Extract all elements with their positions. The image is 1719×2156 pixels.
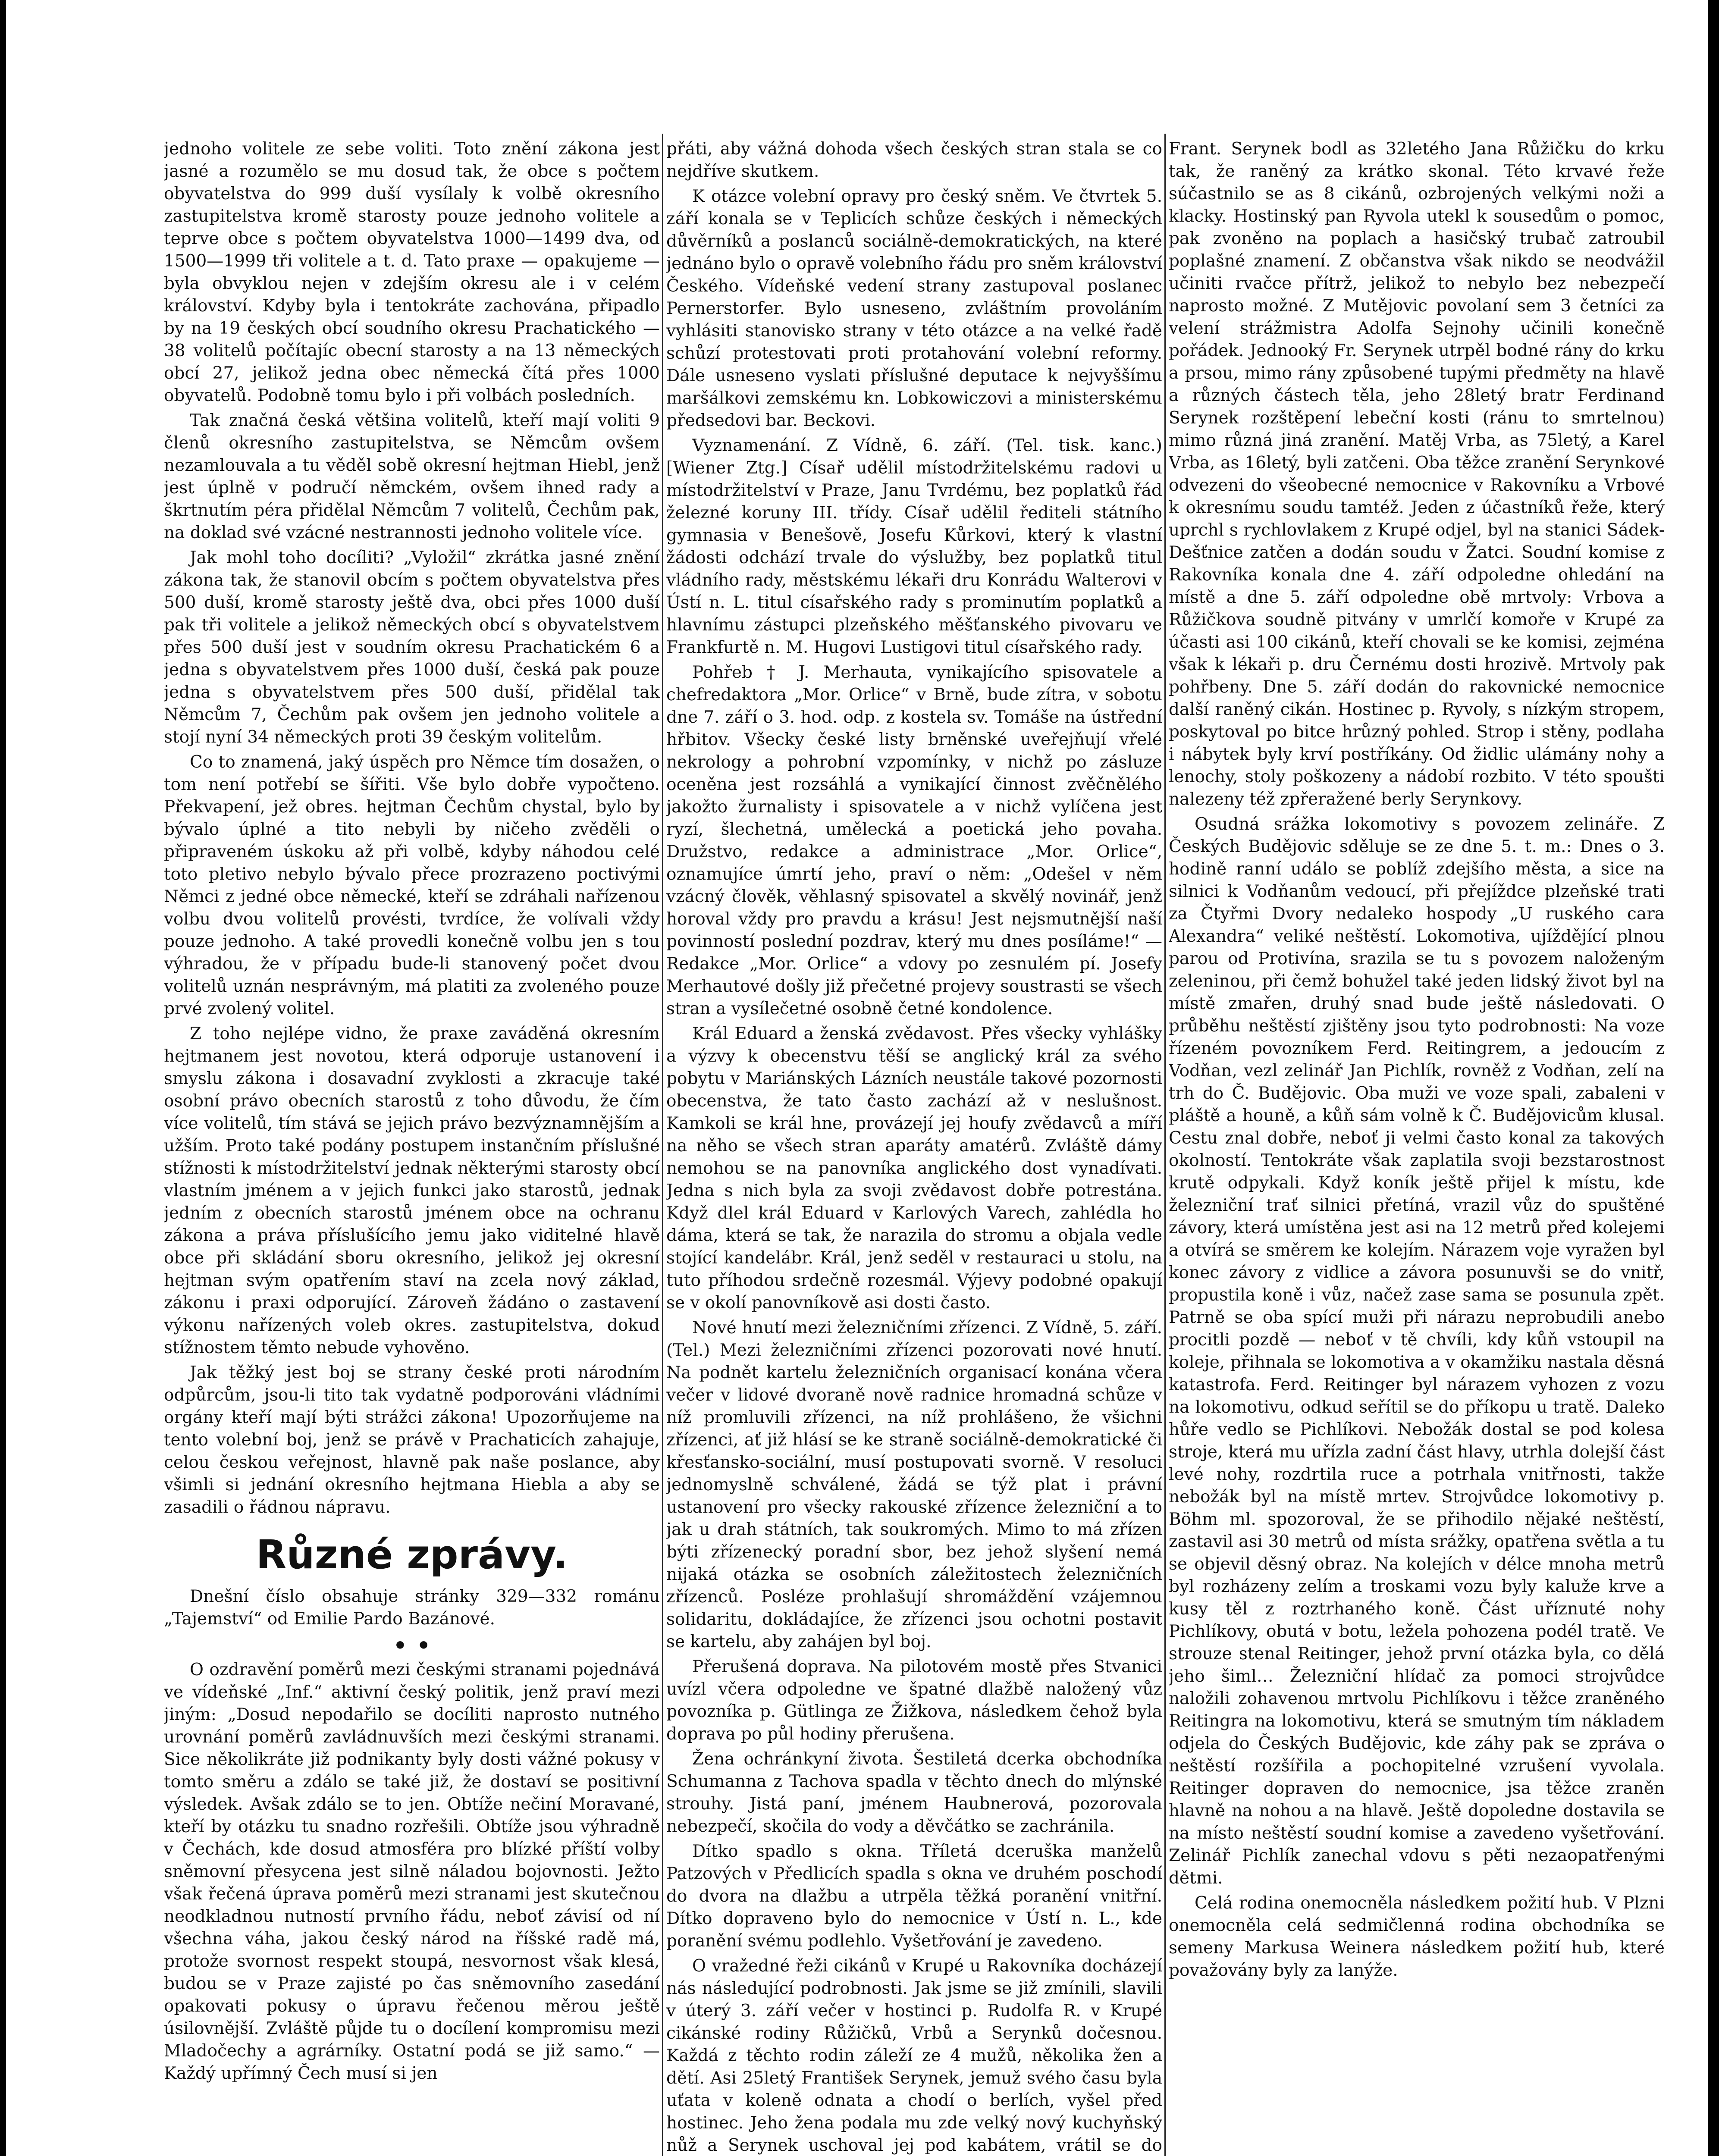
news-item: Osudná srážka lokomotivy s povozem zelináře. Z Českých Budějovic sděluje se ze dne 5. t. m.: Dnes o 3. hodině ranní událo se poblíž zdejšího města, a sice na silnici k Vodňanům vedoucí, při přejíždce plzeňské trati za Čtyřmi Dvory nedaleko hospody „U ruského cara Alexandra“ veliké neštěstí. Lokomotiva, ujíždějící plnou parou od Protivína, srazila se tu s povozem naloženým zeleninou, při čemž bohužel také jeden lidský život byl na místě zmařen, druhý snad bude ještě následovati. O průběhu neštěstí zjištěny jsou tyto podrobnosti: Na voze řízeném povozníkem Ferd. Reitingrem, a jedoucím z Vodňan, vezl zelinář Jan Pichlík, rovněž z Vodňan, zelí na trh do Č. Budějovic. Oba muži ve voze spali, zabaleni v pláště a houně, a kůň sám volně k Č. Budějovicům klusal. Cestu znal dobře, neboť ji velmi často konal za takových okolností. Tentokráte však zaplatila svoji bezstarostnost krutě odpykali. Když koník ještě přijel k místu, kde železniční trať silnici přetíná, vrazil vůz do spuštěné závory, která umístěna jest asi na 12 metrů před kolejemi a otvírá se směrem ke kolejím. Nárazem voje vyražen byl konec závory z vidlice a závora posunuvši se do vnitř, propustila koně i vůz, načež zase sama se posunula zpět. Patrně se oba spící muži při nárazu neprobudili anebo procitli pozdě — neboť v tě chvíli, kdy kůň vstoupil na koleje, přihnala se lokomotiva a v okamžiku nastala děsná katastrofa. Ferd. Reitinger byl nárazem vyhozen z vozu na lokomotivu, odkud seřítil se do příkopu u tratě. Daleko hůře vedlo se Pichlíkovi. Nebožák dostal se pod kolesa stroje, která mu uřízla zadní část hlavy, utrhla dolejší část levé nohy, rozdrtila ruce a potrhala vnitřnosti, takže nebožák byl na místě mrtev. Strojvůdce lokomotivy p. Böhm ml. spozoroval, že se přihodilo nějaké neštěstí, zastavil asi 30 metrů od místa srážky, opatřena světla a tu se objevil děsný obraz. Na kolejích v délce mnoha metrů byl rozházeny zelím a troskami vozu byly kaluže krve a kusy těl z roztrhaného koně. Část uříznuté nohy Pichlíkovy, obutá v botu, ležela pohozena podél tratě. Ve strouze stenal Reitinger, jehož první otázka byla, co dělá jeho šiml… Železniční hlídač za pomoci strojvůdce naložili zohavenou mrtvolu Pichlíkovu i těžce zraněného Reitingra na lokomotivu, která se smutným tím nákladem odjela do Českých Budějovic, kde záhy pak se zpráva o neštěstí rozšířila a pochopitelné vzrušení vyvolala. Reitinger dopraven do nemocnice, jsa těžce zraněn hlavně na nohou a na hlavě. Ještě dopoledne dostavila se na místo neštěstí soudní komise a zavedeno vyšetřování. Zelinář Pichlík zanechal vdovu s pěti nezaopatřenými dětmi.	[1169, 815, 1665, 1888]
news-item: Nové hnutí mezi železničními zřízenci. Z Vídně, 5. září. (Tel.) Mezi železničními zřízenci pozorovati nové hnutí. Na podnět kartelu železničních organisací konána včera večer v lidové dvoraně nově radnice hromadná schůze v níž promluvili zřízenci, na níž prohlášeno, že všichni zřízenci, ať již hlásí se ke straně sociálně-demokratické či křesťansko-sociální, musí postupovati svorně. V resoluci jednomyslně schválené, žádá se týž plat i právní ustanovení pro všecky rakouské zřízence železniční a to jak u drah státních, tak soukromých. Mimo to má zřízen býti zřízenecký poradní sbor, bez jehož slyšení nemá nijaká otázka se osobních záležitostech železničních zřízenců. Posléze prohlašují shromáždění vzájemnou solidaritu, dokládajíce, že zřízenci jsou ochotni postavit se kartelu, aby zahájen byl boj.	[666, 1318, 1162, 1651]
separator-dots: • •	[392, 1631, 431, 1661]
column-rule	[1164, 134, 1166, 2156]
column-1	[164, 138, 660, 2156]
article-paragraph: Jak mohl toho docíliti? „Vyložil“ zkrátka jasné znění zákona tak, že stanovil obcím s počtem obyvatelstva přes 500 duší, kromě starosty ještě dva, obci přes 1000 duší pak tři volitele a jelikož německých obcí s obyvatelstvem přes 500 duší jest v soudním okresu Prachatickém 6 a jedna s obyvatelstvem přes 1000 duší, česká pak pouze jedna s obyvatelstvem přes 500 duší, přidělal tak Němcům 7, Čechům pak ovšem jen jednoho volitele a stojí nyní 34 německých proti 39 českým volitelům.	[164, 548, 660, 747]
news-item: Celá rodina onemocněla následkem požití hub. V Plzni onemocněla celá sedmičlenná rodina obchodníka se semeny Markusa Weinera následkem požití hub, které považovány byly za lanýže.	[1169, 1893, 1665, 1980]
notice-paragraph: Dnešní číslo obsahuje stránky 329—332 románu „Tajemství“ od Emilie Pardo Bazánové.	[164, 1587, 660, 1629]
news-item: O vražedné řeži cikánů v Krupé u Rakovníka docházejí nás následující podrobnosti. Jak jsme se již zmínili, slavili v úterý 3. září večer v hostinci p. Rudolfa R. v Krupé cikánské rodiny Růžičků, Vrbů a Serynků dočesnou. Každá z těchto rodin záleží ze 4 mužů, několika žen a dětí. Asi 25letý František Serynek, jemuž svého času byla uťata v koleně odnata a chodí o berlích, vyšel před hostinec. Jeho žena podala mu zde velký nový kuchyňský nůž a Serynek uschoval jej pod kabátem, vrátil se do	[666, 1956, 1162, 2155]
news-item: Pohřeb † J. Merhauta, vynikajícího spisovatele a chefredaktora „Mor. Orlice“ v Brně, bude zítra, v sobotu dne 7. září o 3. hod. odp. z kostela sv. Tomáše na ústřední hřbitov. Všecky české listy brněnské uveřejňují vřelé nekrology a pohrobní vzpomínky, v nichž po zásluze oceněna jest rozsáhlá a vynikající činnost zvěčnělého jakožto žurnalisty i spisovatele a v nichž vylíčena jest ryzí, šlechetná, umělecká a poetická jeho povaha. Družstvo, redakce a administrace „Mor. Orlice“, oznamujíce úmrtí jeho, praví o něm: „Odešel v něm vzácný člověk, věhlasný spisovatel a skvělý novinář, jenž horoval vždy pro pravdu a krásu! Jest nejsmutnější naší povinností poslední pozdrav, který mu dnes posíláme!“ — Redakce „Mor. Orlice“ a vdovy po zesnulém pí. Josefy Merhautové došly již přečetné projevy soustrasti se všech stran a vysílečetné osobně četné kondolence.	[666, 663, 1162, 1018]
news-item: Žena ochránkyní života. Šestiletá dcerka obchodníka Schumanna z Tachova spadla v těchto dnech do mlýnské strouhy. Jistá paní, jménem Haubnerová, pozorovala nebezpečí, skočila do vody a děvčátko se zachránila.	[666, 1749, 1162, 1836]
news-item: Vyznamenání. Z Vídně, 6. září. (Tel. tisk. kanc.) [Wiener Ztg.] Císař udělil místodržitelskému radovi u místodržitelství v Praze, Janu Tvrdému, bez poplatků řád železné koruny III. třídy. Císař udělil řediteli státního gymnasia v Benešově, Josefu Kůrkovi, který k vlastní žádosti odchází trvale do výslužby, bez poplatků titul vládního rady, městskému lékaři dru Konrádu Walterovi v Ústí n. L. titul císařského rady s prominutím poplatků a hlavnímu zástupci plzeňského měšťanského pivovaru ve Frankfurtě n. M. Hugovi Lustigovi titul císařského rady.	[666, 436, 1162, 657]
column-3	[1169, 138, 1665, 2156]
article-paragraph: Z toho nejlépe vidno, že praxe zaváděná okresním hejtmanem jest novotou, která odporuje ustanovení i smyslu zákona i dosavadní zvyklosti a zkracuje také osobní právo obecních starostů z toho důvodu, že čím více volitelů, tím stává se jejich právo bezvýznamnějším a užším. Proto také podány postupem instančním příslušné stížnosti k místodržitelství jednak některými starosty obcí vlastním jménem a v jejich funkci jako starostů, jednak jedním z obecních starostů jménem obce na ochranu zákona a práva příslušícího jemu jako viditelné hlavě obce při skládání sboru okresního, jelikož jej okresní hejtman svým opatřením staví na zcela nový základ, zákonu i praxi odporující. Zároveň žádáno o zastavení výkonu nařízených voleb okres. zastupitelstva, dokud stížnostem těmto nebude vyhověno.	[164, 1024, 660, 1357]
article-paragraph: jednoho volitele ze sebe voliti. Toto znění zákona jest jasné a rozumělo se mu dosud tak, že obce s počtem obyvatelstva do 999 duší vysílaly k volbě okresního zastupitelstva kromě starosty pouze jednoho volitele a teprve obce s počtem obyvatelstva 1000—1499 dva, od 1500—1999 tři volitele a t. d. Tato praxe — opakujeme — byla obvyklou nejen v zdejším okresu ale i v celém království. Kdyby byla i tentokráte zachována, připadlo by na 19 českých obcí soudního okresu Prachatického — 38 volitelů počítajíc obecní starosty a na 13 německých obcí 27, jelikož jedna obec německá čítá přes 1000 obyvatelů. Podobně tomu bylo i při volbách posledních.	[164, 139, 660, 405]
article-paragraph: Tak značná česká většina volitelů, kteří mají voliti 9 členů okresního zastupitelstva, se Němcům ovšem nezamlouvala a tu věděl sobě okresní hejtman Hiebl, jenž jest úplně v područí němckém, ovšem ihned rady a škrtnutím péra přidělal Němcům 7 volitelů, Čechům pak, na doklad své vzácné nestrannosti jednoho volitele více.	[164, 411, 660, 542]
page-left-edge	[0, 0, 6, 2156]
column-rule	[662, 134, 663, 2156]
article-paragraph: O ozdravění poměrů mezi českými stranami pojednává ve vídeňské „Inf.“ aktivní český politik, jenž praví mezi jiným: „Dosud nepodařilo se docíliti naprosto nutného urovnání poměrů zavládnuvších mezi českými stranami. Sice několikráte již podnikanty byly dosti vážné pokusy v tomto směru a zdálo se také již, že dostaví se positivní výsledek. Avšak zdálo se to jen. Obtíže nečiní Moravané, kteří by otázku tu snadno rozřešili. Obtíže jsou výhradně v Čechách, kde dosud atmosféra pro blízké příští volby sněmovní přesycena jest silně náladou bojovnosti. Ježto však řečená úprava poměrů mezi stranami jest skutečnou neodkladnou nutností prvního řádu, neboť závisí od ní všechna váha, jakou český národ na říšské radě má, protože svornost respekt stoupá, nesvornost však klesá, budou se v Praze zajisté po čas sněmovního zasedání opakovati pokusy o úpravu řečenou měrou ještě úsilovnější. Zvláště půjde tu o docílení kompromisu mezi Mladočechy a agrárníky. Ostatní podá se již samo.“ — Každý upřímný Čech musí si jen	[164, 1660, 660, 2083]
page-right-edge	[1708, 0, 1719, 2156]
news-item: K otázce volební opravy pro český sněm. Ve čtvrtek 5. září konala se v Teplicích schůze českých i německých důvěrníků a poslanců sociálně-demokratických, na které jednáno bylo o opravě volebního řádu pro sněm království Českého. Vídeňské vedení strany zastupoval poslanec Pernerstorfer. Bylo usneseno, zvláštním provoláním vyhlásiti stanovisko strany v této otázce a na velké řadě schůzí protestovati proti protahování volební reformy. Dále usneseno vyslati příslušné deputace k nejvyššímu maršálkovi zemskému kn. Lobkowiczovi a ministerskému předsedovi bar. Beckovi.	[666, 187, 1162, 430]
news-item: Přerušená doprava. Na pilotovém mostě přes Stvanici uvízl včera odpoledne ve špatné dlažbě naložený vůz povozníka p. Gütlinga ze Žižkova, následkem čehož byla doprava po půl hodiny přerušena.	[666, 1657, 1162, 1744]
article-paragraph: Frant. Serynek bodl as 32letého Jana Růžičku do krku tak, že raněný za krátko skonal. Této krvavé řeže súčastnilo se as 8 cikánů, ozbrojených velkými noži a klacky. Hostinský pan Ryvola utekl k sousedům o pomoc, pak zvoněno na poplach a hasičský trubač zatroubil poplašné znamení. Z občanstva však nikdo se neodvážil učiniti rvačce přítrž, jelikož to nebylo bez nebezpečí naprosto možné. Z Mutějovic povolaní sem 3 četníci za velení strážmistra Adolfa Sejnohy učinili konečně pořádek. Jednooký Fr. Serynek utrpěl bodné rány do krku a prsou, mimo rány způsobené tupými předměty na hlavě a různých částech těla, jeho 28letý bratr Ferdinand Serynek rozštěpení lebeční kosti (ránu to smrtelnou) mimo různá jiná zranění. Matěj Vrba, as 75letý, a Karel Vrba, as 16letý, byli zatčeni. Oba těžce zranění Serynkové odvezeni do všeobecné nemocnice v Rakovníku a Vrbové k okresnímu soudu tamtéž. Jeden z účastníků řeže, který uprchl s rychlovlakem z Krupé odjel, byl na stanici Sádek-Dešťnice zatčen a dodán soudu v Žatci. Soudní komise z Rakovníka konala dne 4. září odpoledne ohledání na místě a dne 5. září odpoledne obě mrtvoly: Vrbova a Růžičkova soudně pitvány v umrlčí komoře v Krupé za účasti asi 100 cikánů, kteří chovali se ke komisi, zejména však k lékaři p. dru Černému dosti hrozivě. Mrtvoly pak pohřbeny. Dne 5. září dodán do rakovnické nemocnice další raněný cikán. Hostinec p. Ryvoly, s nízkým stropem, poskytoval po bitce hrůzný pohled. Strop i stěny, podlaha i nábytek byly krví postříkány. Od židlic ulámány nohy a lenochy, stoly poškozeny a nádobí rozbito. V této spoušti nalezeny též zpřeražené berly Serynkovy.	[1169, 139, 1665, 809]
article-paragraph: Jak těžký jest boj se strany české proti národním odpůrcům, jsou-li tito tak vydatně podporováni vládními orgány kteří mají býti strážci zákona! Upozorňujeme na tento volební boj, jenž se právě v Prachaticích zahajuje, celou českou veřejnost, hlavně pak naše poslance, aby všimli si jednání okresního hejtmana Hiebla a aby se zasadili o řádnou nápravu.	[164, 1363, 660, 1517]
article-paragraph: Co to znamená, jaký úspěch pro Němce tím dosažen, o tom není potřebí se šířiti. Vše bylo dobře vypočteno. Překvapení, jež obres. hejtman Čechům chystal, bylo by bývalo úplné a tito nebyli by ničeho zvěděli o připraveném úskoku až při volbě, kdyby náhodou celé toto pletivo nebylo bývalo přece prozrazeno poctivými Němci z jedné obce německé, kteří se zdráhali nařízenou volbu dvou volitelů provésti, tvrdíce, že volívali vždy pouze jednoho. A také provedli konečně volbu jen s tou výhradou, že v případu bude-li stanovený počet dvou volitelů uznán nesprávným, má platiti za zvoleného pouze prvé zvolený volitel.	[164, 752, 660, 1018]
news-item: Král Eduard a ženská zvědavost. Přes všecky vyhlášky a výzvy k obecenstvu těší se anglický král za svého pobytu v Mariánských Lázních neustále takové pozornosti obecenstva, že tato často zachází až v neslušnost. Kamkoli se král hne, provázejí jej houfy zvědavců a míří na něho se všech stran aparáty amatérů. Zvláště dámy nemohou se na panovníka anglického dost vynadívati. Jedna s nich byla za svoji zvědavost dobře potrestána. Když dlel král Eduard v Karlových Varech, zahlédla ho dáma, která se tak, že narazila do stromu a objala vedle stojící kandelábr. Král, jenž seděl v restauraci u stolu, na tuto příhodou srdečně rozesmál. Výjevy podobné opakují se v okolí panovníkově asi dosti často.	[666, 1024, 1162, 1313]
news-item: Dítko spadlo s okna. Tříletá dceruška manželů Patzových v Předlicích spadla s okna ve druhém poschodí do dvora na dlažbu a utrpěla těžká poranění vnitřní. Dítko dopraveno bylo do nemocnice v Ústí n. L., kde poranění svému podlehlo. Vyšetřování je zavedeno.	[666, 1842, 1162, 1951]
section-heading: Různé zprávy.	[256, 1532, 568, 1578]
newspaper-page	[164, 129, 1665, 2156]
column-2	[666, 138, 1162, 2156]
article-paragraph: přáti, aby vážná dohoda všech českých stran stala se co nejdříve skutkem.	[666, 139, 1162, 181]
